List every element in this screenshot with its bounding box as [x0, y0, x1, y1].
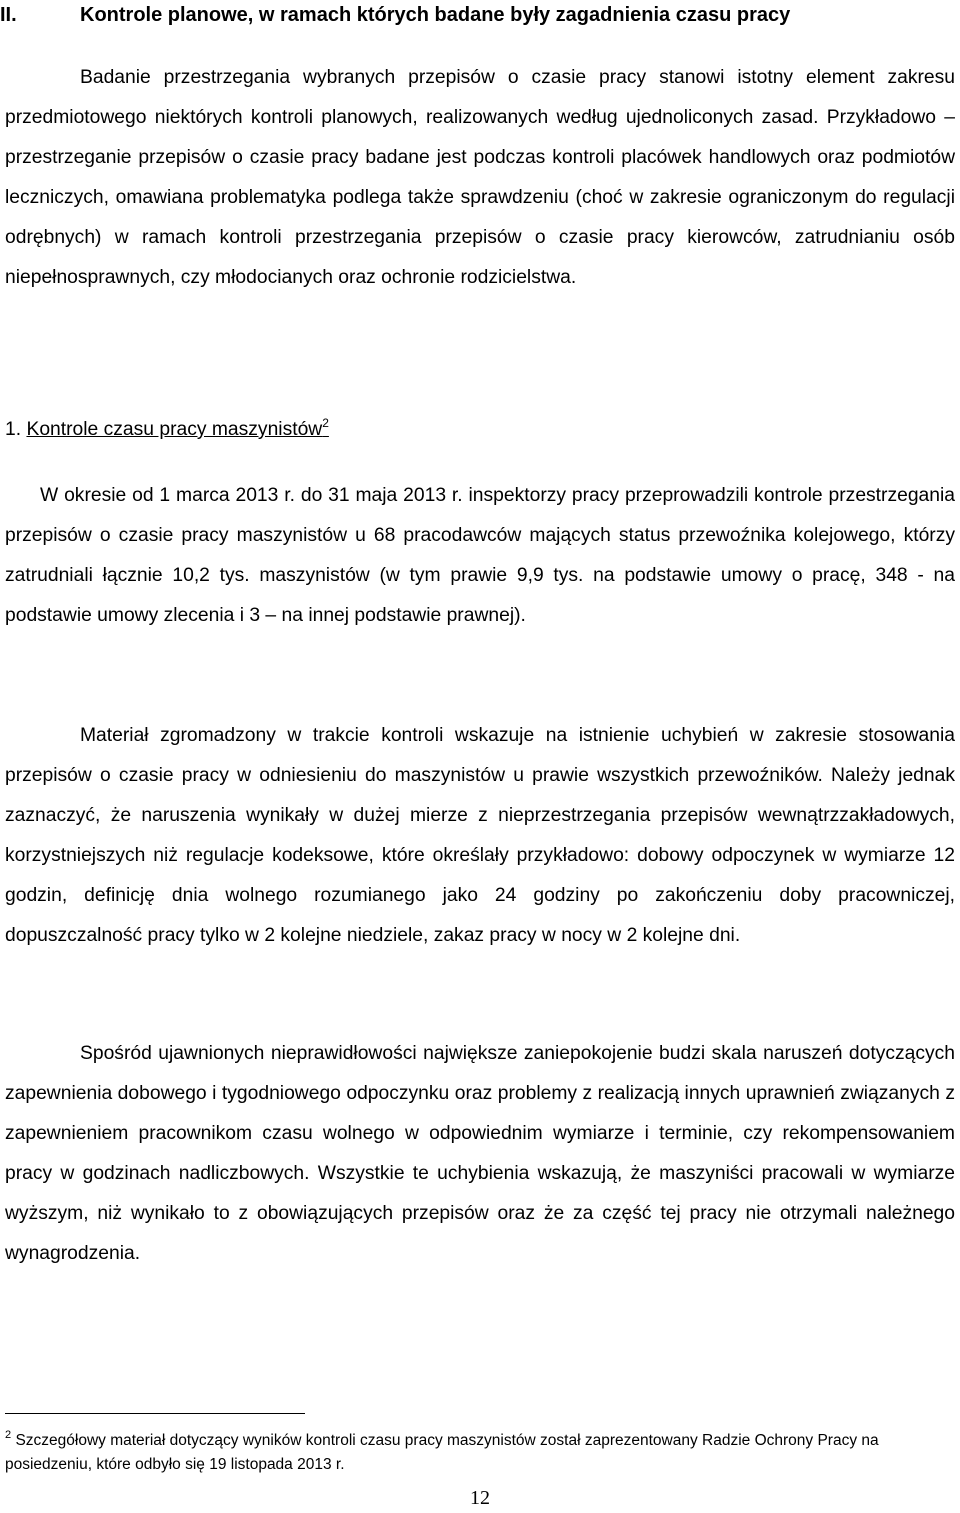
section-number: II. — [0, 4, 17, 26]
footnote-reference[interactable]: 2 — [322, 416, 329, 430]
concerns-paragraph — [5, 1034, 955, 1274]
intro-paragraph — [5, 58, 955, 298]
subsection-title — [26, 416, 329, 440]
findings-text: Materiał zgromadzony w trakcie kontroli wskazuje na istnienie uchybień w zakresie stosowania przepisów o czasie pracy w odniesieniu do maszynistów u prawie wszystkich przewoźników. Należy jednak zaznaczyć, że naruszenia wynikały w dużej mierze z nieprzestrzegania przepisów wewnątrzzakładowych, korzystniejszych niż regulacje kodeksowe, które określały przykładowo: dobowy odpoczynek w wymiarze 12 godzin, definicję dnia wolnego rozumianego jako 24 godziny po zakończeniu doby pracowniczej, dopuszczalność pracy tylko w 2 kolejne niedziele, zakaz pracy w nocy w 2 kolejne dni. — [5, 725, 955, 946]
subsection-number: 1. — [5, 419, 22, 440]
intro-text: Badanie przestrzegania wybranych przepisów o czasie pracy stanowi istotny element zakresu przedmiotowego niektórych kontroli planowych, realizowanych według ujednoliconych zasad. Przykładowo – przestrzeganie przepisów o czasie pracy badane jest podczas kontroli placówek handlowych oraz podmiotów leczniczych, omawiana problematyka podlega także sprawdzeniu (choć w zakresie ograniczonym do regulacji odrębnych) w ramach kontroli przestrzegania przepisów o czasie pracy kierowców, zatrudnianiu osób niepełnosprawnych, czy młodocianych oraz ochronie rodzicielstwa. — [5, 67, 955, 288]
scope-text: W okresie od 1 marca 2013 r. do 31 maja 2013 r. inspektorzy pracy przeprowadzili kontrole przestrzegania przepisów o czasie pracy maszynistów u 68 pracodawców mających status przewoźnika kolejowego, którzy zatrudniali łącznie 10,2 tys. maszynistów (w tym prawie 9,9 tys. na podstawie umowy o pracę, 348 - na podstawie umowy zlecenia i 3 – na innej podstawie prawnej). — [5, 485, 955, 626]
concerns-text: Spośród ujawnionych nieprawidłowości największe zaniepokojenie budzi skala naruszeń dotyczących zapewnienia dobowego i tygodniowego odpoczynku oraz problemy z realizacją innych uprawnień związanych z zapewnieniem pracownikom czasu wolnego w odpowiednim wymiarze i terminie, czy rekompensowaniem pracy w godzinach nadliczbowych. Wszystkie te uchybienia wskazują, że maszyniści pracowali w wymiarze wyższym, niż wynikało to z obowiązujących przepisów oraz że za część tej pracy nie otrzymali należnego wynagrodzenia. — [5, 1043, 955, 1264]
subsection-title-text: Kontrole czasu pracy maszynistów — [26, 419, 323, 440]
footnote — [5, 1423, 955, 1477]
page-number: 12 — [470, 1487, 490, 1509]
section-title: Kontrole planowe, w ramach których badane były zagadnienia czasu pracy — [80, 4, 791, 26]
footnote-separator — [5, 1413, 305, 1414]
findings-paragraph — [5, 716, 955, 956]
scope-paragraph — [5, 476, 955, 636]
footnote-marker: 2 — [5, 1429, 12, 1441]
subsection-heading — [5, 408, 329, 445]
footnote-text: Szczegółowy materiał dotyczący wyników kontroli czasu pracy maszynistów został zaprezentowany Radzie Ochrony Pracy na posiedzeniu, które odbyło się 19 listopada 2013 r. — [5, 1432, 879, 1473]
